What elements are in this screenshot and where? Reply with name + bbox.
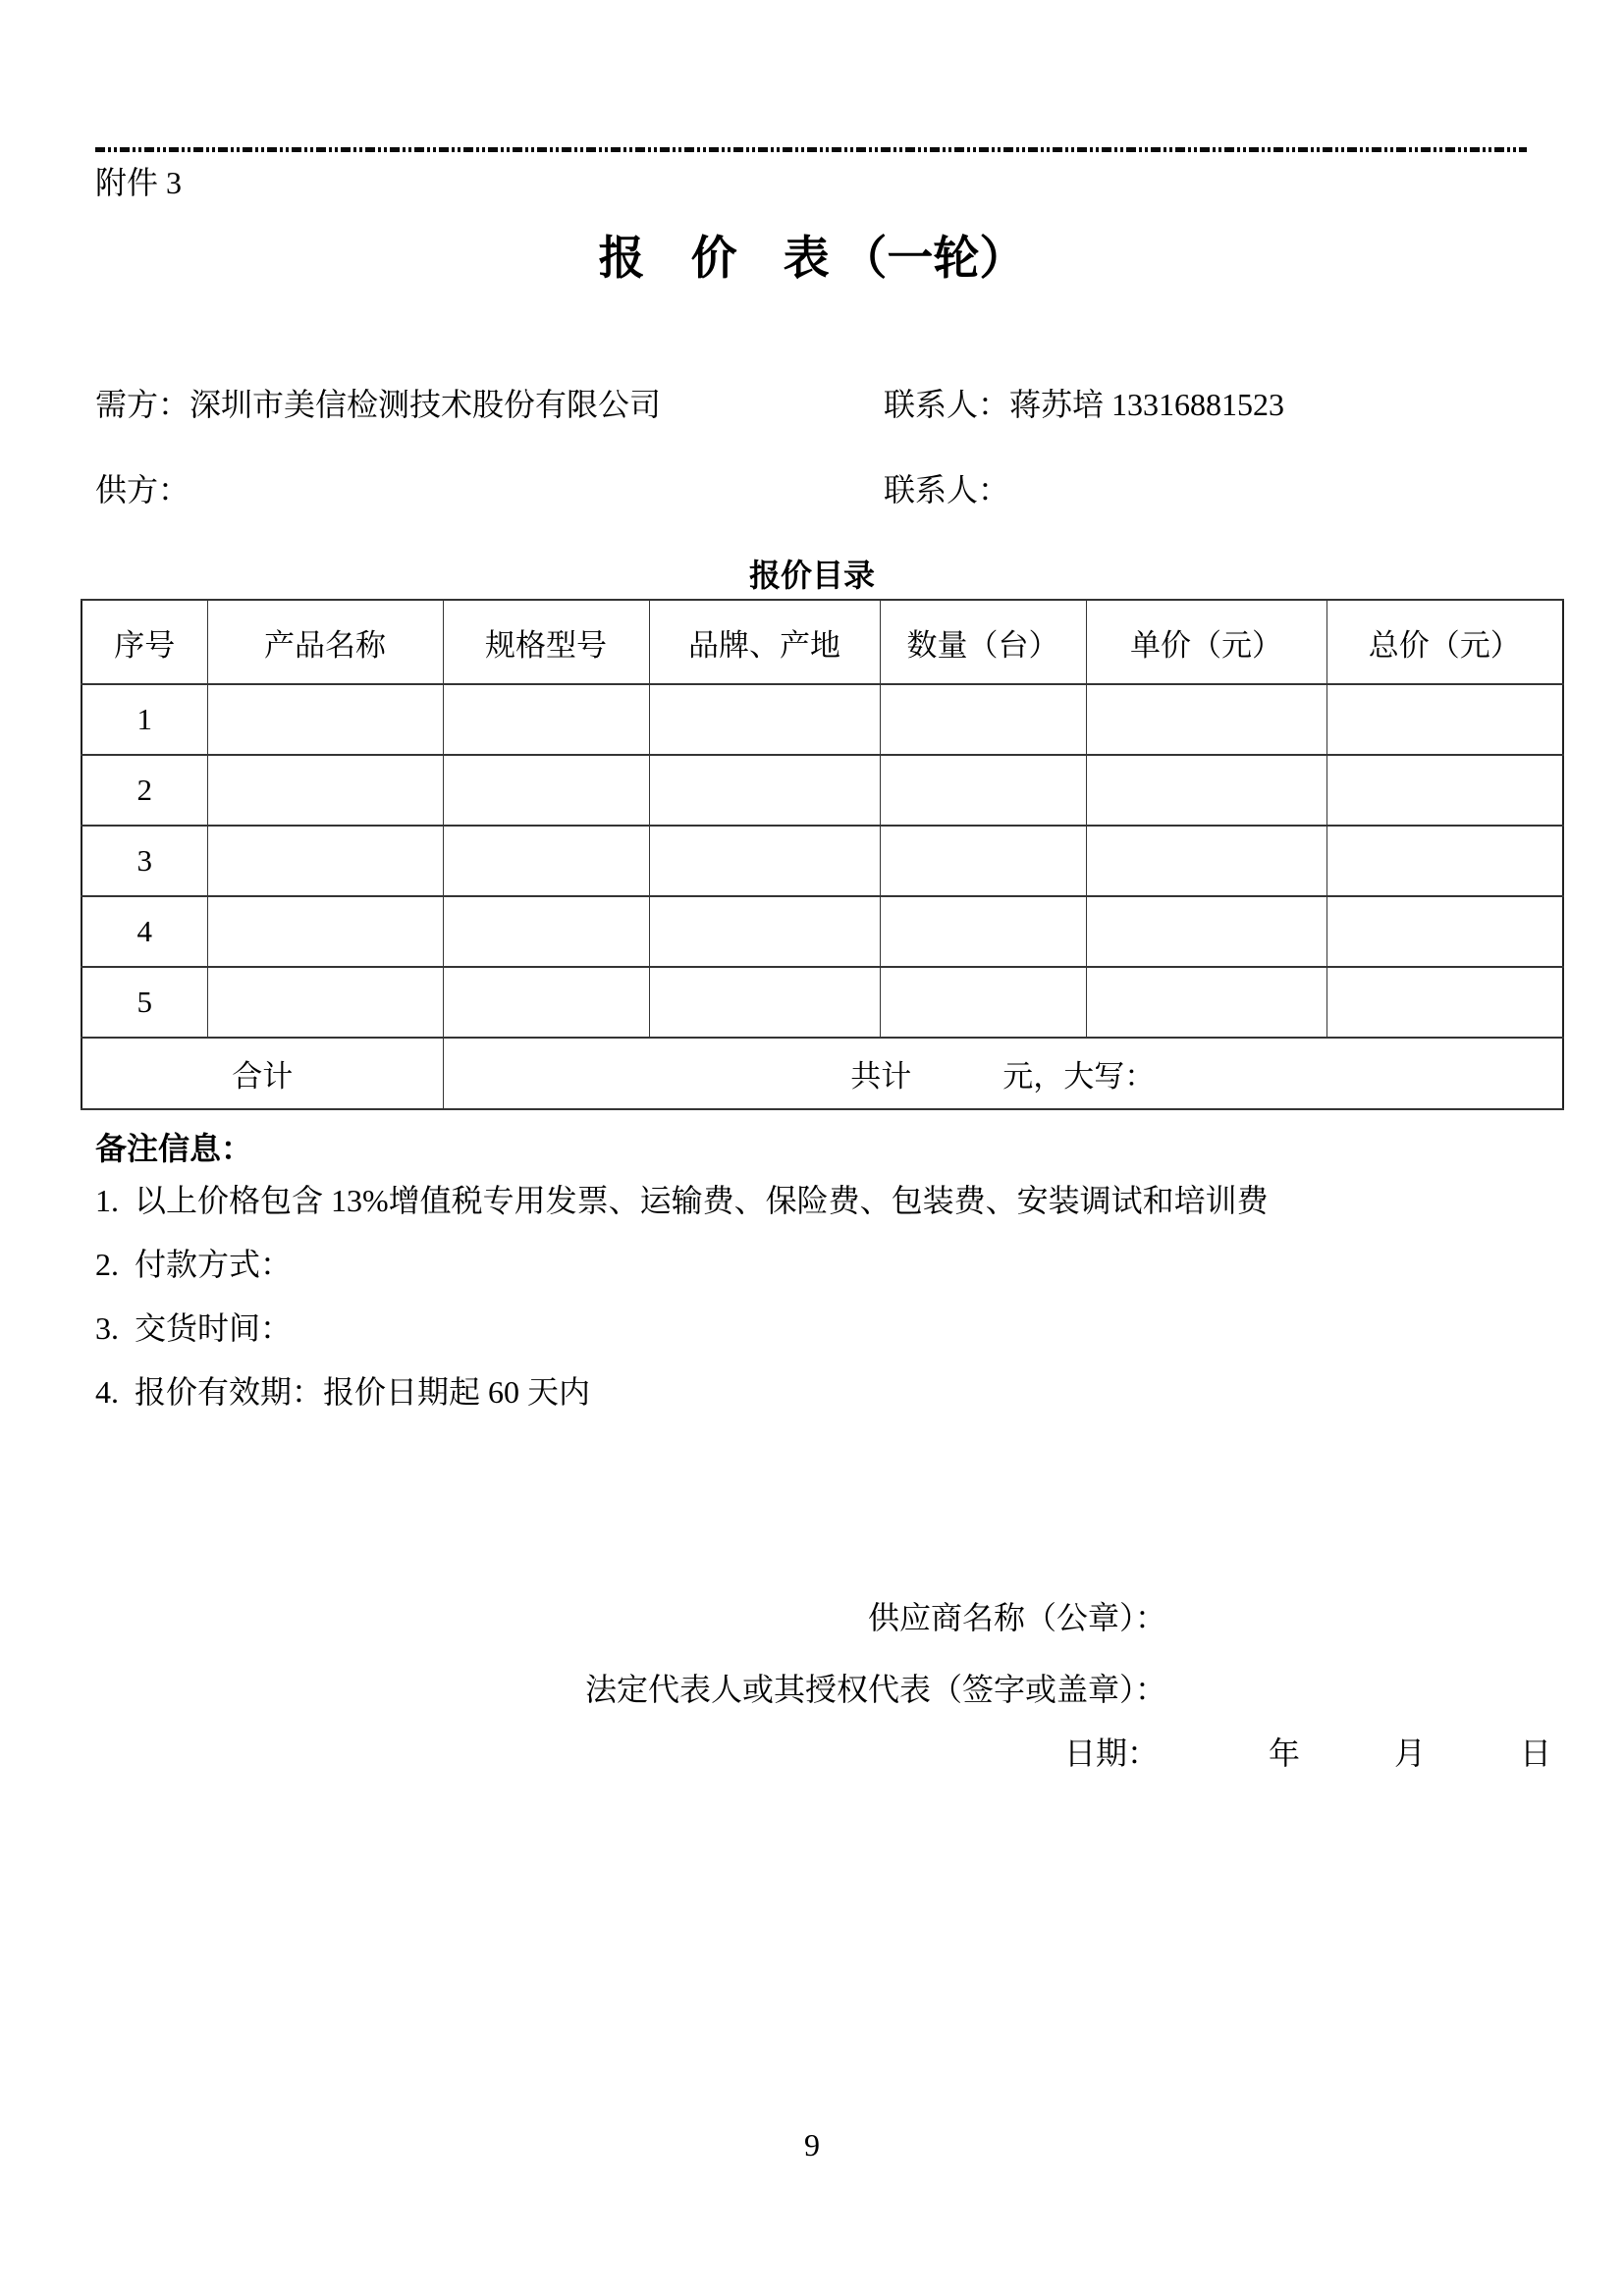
row-number: 4	[81, 896, 207, 967]
remark-item-3: 3. 交货时间：	[95, 1310, 293, 1346]
cell-product	[207, 684, 443, 755]
cell-quantity	[880, 755, 1086, 826]
cell-brand	[649, 755, 880, 826]
cell-quantity	[880, 826, 1086, 896]
cell-spec	[443, 826, 649, 896]
supplier-contact-line: 联系人：	[884, 472, 1010, 507]
cell-total-price	[1326, 826, 1563, 896]
cell-unit-price	[1086, 684, 1326, 755]
col-header-unit-price: 单价（元）	[1086, 600, 1326, 684]
cell-total-price	[1326, 967, 1563, 1038]
cell-quantity	[880, 967, 1086, 1038]
col-header-brand: 品牌、产地	[649, 600, 880, 684]
remark-item-2: 2. 付款方式：	[95, 1247, 293, 1282]
buyer-line: 需方：深圳市美信检测技术股份有限公司	[95, 387, 662, 422]
row-number: 5	[81, 967, 207, 1038]
attachment-label: 附件 3	[95, 165, 183, 200]
cell-unit-price	[1086, 755, 1326, 826]
row-number: 1	[81, 684, 207, 755]
cell-product	[207, 826, 443, 896]
cell-spec	[443, 755, 649, 826]
signature-supplier-name-line: 供应商名称（公章）：	[867, 1600, 1166, 1635]
page-number: 9	[804, 2127, 820, 2163]
quote-table-caption: 报价目录	[748, 558, 875, 593]
supplier-line: 供方：	[95, 472, 190, 507]
total-label-cell: 合计	[81, 1038, 443, 1109]
col-header-quantity: 数量（台）	[880, 600, 1086, 684]
cell-product	[207, 896, 443, 967]
table-row	[81, 826, 1563, 896]
remarks-heading: 备注信息：	[95, 1131, 253, 1166]
signature-legal-rep-line: 法定代表人或其授权代表（签字或盖章）：	[584, 1672, 1166, 1707]
table-row	[81, 684, 1563, 755]
remark-item-1: 1. 以上价格包含 13%增值税专用发票、运输费、保险费、包装费、安装调试和培训费	[95, 1183, 1269, 1218]
cell-brand	[649, 684, 880, 755]
cell-unit-price	[1086, 826, 1326, 896]
cell-total-price	[1326, 755, 1563, 826]
remark-item-4: 4. 报价有效期：报价日期起 60 天内	[95, 1374, 591, 1410]
cell-quantity	[880, 896, 1086, 967]
cell-total-price	[1326, 684, 1563, 755]
cell-brand	[649, 967, 880, 1038]
table-row	[81, 967, 1563, 1038]
cell-product	[207, 755, 443, 826]
col-header-spec: 规格型号	[443, 600, 649, 684]
col-header-total-price: 总价（元）	[1326, 600, 1563, 684]
table-header-row	[81, 600, 1563, 684]
table-row	[81, 896, 1563, 967]
cell-unit-price	[1086, 967, 1326, 1038]
signature-date-line: 日期： 年 月 日	[1063, 1735, 1551, 1771]
cell-product	[207, 967, 443, 1038]
top-dash-divider	[95, 147, 1527, 152]
table-row	[81, 755, 1563, 826]
col-header-index: 序号	[81, 600, 207, 684]
quotation-table	[81, 599, 1564, 1110]
cell-spec	[443, 684, 649, 755]
cell-spec	[443, 967, 649, 1038]
cell-brand	[649, 826, 880, 896]
cell-unit-price	[1086, 896, 1326, 967]
buyer-contact-line: 联系人：蒋苏培 13316881523	[884, 387, 1285, 422]
table-total-row	[81, 1038, 1563, 1109]
cell-brand	[649, 896, 880, 967]
total-amount-cell: 共计 元，大写：	[443, 1038, 1563, 1109]
cell-total-price	[1326, 896, 1563, 967]
cell-quantity	[880, 684, 1086, 755]
col-header-product: 产品名称	[207, 600, 443, 684]
row-number: 2	[81, 755, 207, 826]
page-title: 报 价 表 （一轮）	[598, 234, 1026, 285]
row-number: 3	[81, 826, 207, 896]
cell-spec	[443, 896, 649, 967]
